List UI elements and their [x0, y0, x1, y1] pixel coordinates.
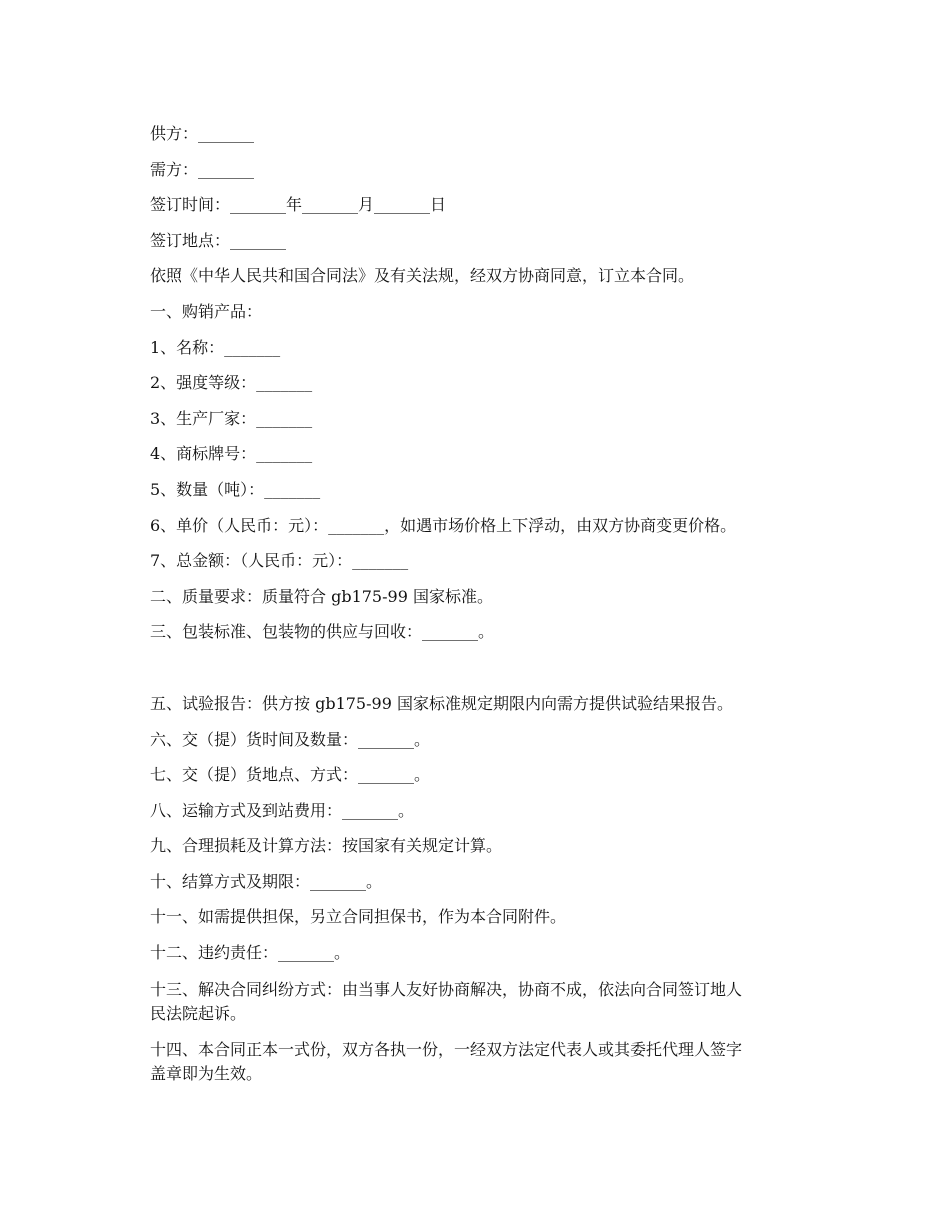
item-quantity-line: 5、数量（吨）：_______	[150, 479, 321, 499]
section-14-line-1: 十四、本合同正本一式份，双方各执一份，一经双方法定代表人或其委托代理人签字	[150, 1039, 743, 1059]
blank-gap	[150, 657, 840, 693]
item-unit-price-line: 6、单价（人民币：元）：_______，如遇市场价格上下浮动，由双方协商变更价格。	[150, 515, 737, 535]
section-3-line: 三、包装标准、包装物的供应与回收：_______。	[150, 622, 495, 642]
section-13-line-1: 十三、解决合同纠纷方式：由当事人友好协商解决，协商不成，依法向合同签订地人	[150, 979, 743, 999]
section-7-line: 七、交（提）货地点、方式：_______。	[150, 765, 431, 785]
section-12-line: 十二、违约责任：_______。	[150, 943, 351, 963]
preamble-line: 依照《中华人民共和国合同法》及有关法规，经双方协商同意，订立本合同。	[150, 266, 695, 286]
signing-place-line: 签订地点：_______	[150, 230, 287, 250]
section-1-heading: 一、购销产品：	[150, 301, 263, 321]
section-11-line: 十一、如需提供担保，另立合同担保书，作为本合同附件。	[150, 907, 567, 927]
section-13-line-2: 民法院起诉。	[150, 1003, 247, 1023]
item-name-line: 1、名称：_______	[150, 337, 281, 357]
section-10-line: 十、结算方式及期限：_______。	[150, 871, 383, 891]
item-brand-line: 4、商标牌号：_______	[150, 444, 313, 464]
item-total-line: 7、总金额：（人民币：元）：_______	[150, 551, 409, 571]
contract-body	[150, 123, 840, 1098]
supplier-line: 供方：_______	[150, 124, 255, 143]
item-manufacturer-line: 3、生产厂家：_______	[150, 408, 313, 428]
item-strength-line: 2、强度等级：_______	[150, 373, 313, 393]
section-14-line-2: 盖章即为生效。	[150, 1063, 263, 1083]
signing-date-line: 签订时间：_______年_______月_______日	[150, 195, 447, 215]
section-9-line: 九、合理损耗及计算方法：按国家有关规定计算。	[150, 836, 503, 856]
buyer-line: 需方：_______	[150, 159, 255, 179]
section-14-paragraph	[150, 1038, 840, 1086]
section-13-paragraph	[150, 978, 840, 1026]
section-6-line: 六、交（提）货时间及数量：_______。	[150, 729, 431, 749]
section-8-line: 八、运输方式及到站费用：_______。	[150, 800, 415, 820]
section-2-line: 二、质量要求：质量符合 gb175-99 国家标准。	[150, 586, 493, 606]
section-5-line: 五、试验报告：供方按 gb175-99 国家标准规定期限内向需方提供试验结果报告。	[150, 693, 733, 713]
